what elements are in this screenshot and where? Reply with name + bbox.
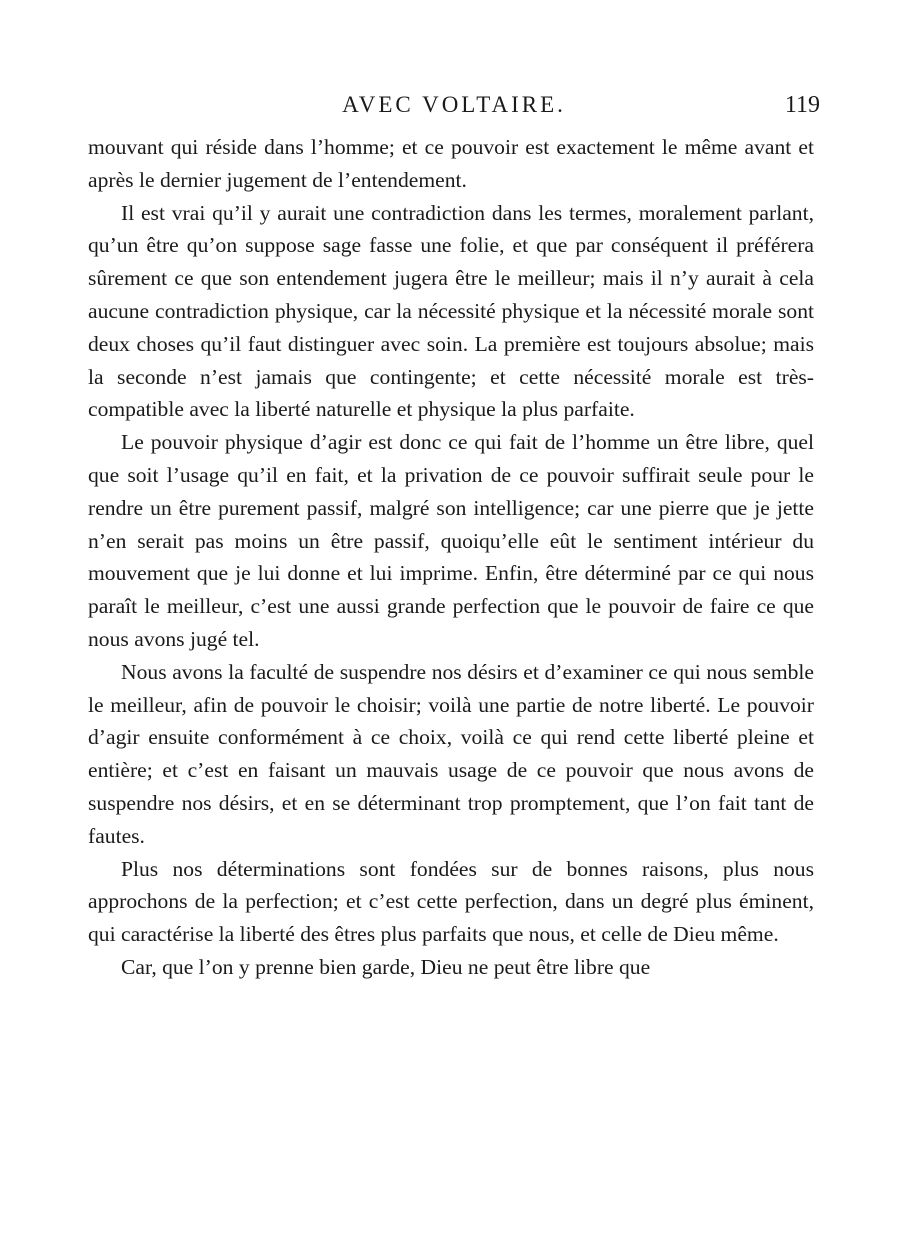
paragraph: Il est vrai qu’il y aurait une contradiction dans les termes, moralement parlant, qu’un être qu’on suppose sage fasse une folie, et que par conséquent il préférera sûrement ce que son entendement jugera être le meilleur; mais il n’y aurait à cela aucune contradiction physique, car la nécessité physique et la nécessité morale sont deux choses qu’il faut distinguer avec soin. La première est toujours absolue; mais la seconde n’est jamais que contingente; et cette nécessité morale est très-compatible avec la liberté naturelle et physique la plus parfaite. (88, 200, 814, 422)
paragraph-continuation: mouvant qui réside dans l’homme; et ce pouvoir est exactement le même avant et après le dernier jugement de l’entendement. (88, 135, 814, 192)
paragraph: Nous avons la faculté de suspendre nos désirs et d’examiner ce qui nous semble le meilleur, afin de pouvoir le choisir; voilà une partie de notre liberté. Le pouvoir d’agir ensuite conformément à ce choix, voilà ce qui rend cette liberté pleine et entière; et c’est en faisant un mauvais usage de ce pouvoir que nous avons de suspendre nos désirs, et en se déterminant trop promptement, que l’on fait tant de fautes. (88, 659, 814, 848)
running-title: AVEC VOLTAIRE. (342, 92, 566, 117)
paragraph: Plus nos déterminations sont fondées sur de bonnes raisons, plus nous approchons de la perfection; et c’est cette perfection, dans un degré plus éminent, qui caractérise la liberté des êtres plus parfaits que nous, et celle de Dieu même. (88, 856, 814, 947)
page-number: 119 (784, 92, 820, 118)
paragraph: Le pouvoir physique d’agir est donc ce qui fait de l’homme un être libre, quel que soit l’usage qu’il en fait, et la privation de ce pouvoir suffirait seule pour le rendre un être purement passif, malgré son intelligence; car une pierre que je jette n’en serait pas moins un être passif, quoiqu’elle eût le sentiment intérieur du mouvement que je lui donne et lui imprime. Enfin, être déterminé par ce qui nous paraît le meilleur, c’est une aussi grande perfection que le pouvoir de faire ce que nous avons jugé tel. (88, 430, 814, 651)
paragraph: Car, que l’on y prenne bien garde, Dieu ne peut être libre que (121, 954, 651, 979)
running-head (88, 88, 820, 122)
body-text (88, 131, 814, 984)
